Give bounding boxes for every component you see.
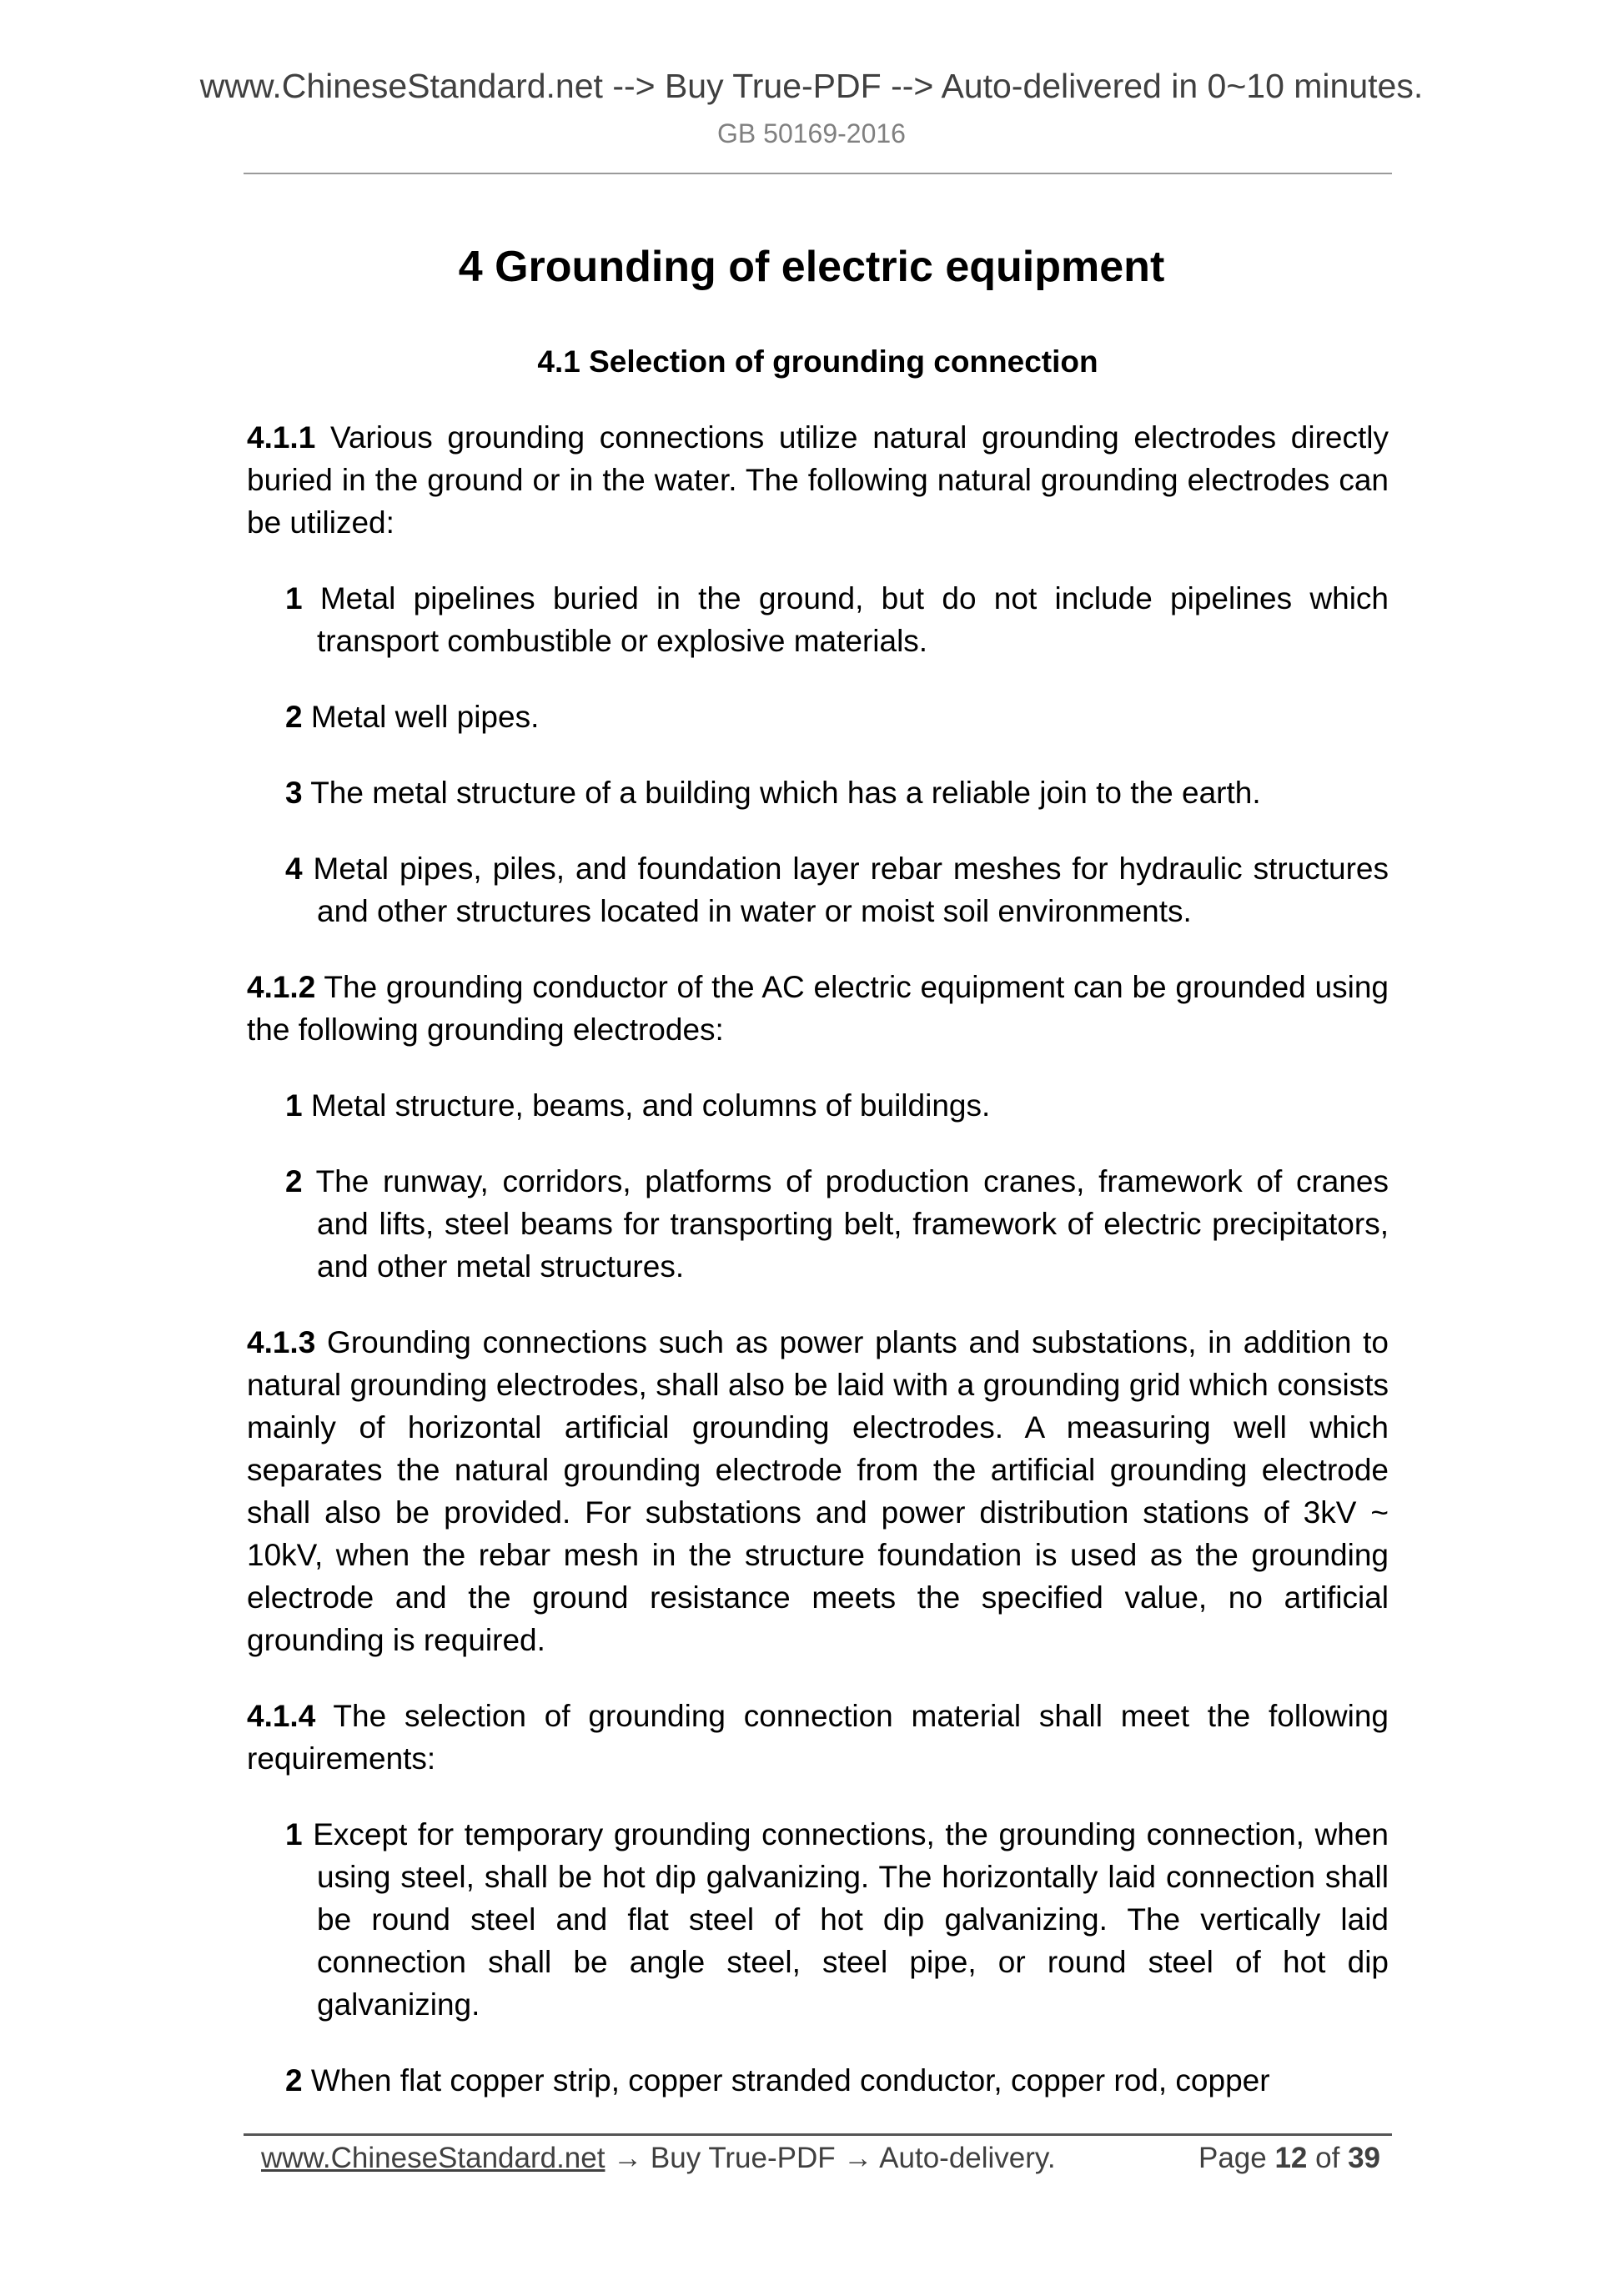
list-item: [285, 2059, 1389, 2102]
clause-number: 2: [285, 2063, 303, 2098]
clause-text: When flat copper strip, copper stranded conductor, copper rod, copper: [302, 2063, 1270, 2098]
clause-paragraph: [247, 966, 1389, 1051]
clause-number: 2: [285, 700, 303, 734]
footer-text: → Buy True-PDF → Auto-delivery.: [605, 2142, 1056, 2174]
clause-text: Except for temporary grounding connections, the grounding connection, when using steel, shall be hot dip galvanizing. The horizontally laid connection shall be round steel and flat steel of hot dip galvanizing. The vertically laid connection shall be angle steel, steel pipe, or round steel of hot dip galvanizing.: [302, 1817, 1389, 2022]
header-banner: www.ChineseStandard.net --> Buy True-PDF --> Auto-delivered in 0~10 minutes.: [199, 67, 1424, 105]
clause-text: Metal pipes, piles, and foundation layer rebar meshes for hydraulic structures and other structures located in water or moist soil environments.: [302, 852, 1389, 928]
list-item: [285, 1160, 1389, 1288]
current-page: 12: [1274, 2142, 1308, 2174]
list-item: [285, 577, 1389, 662]
clause-text: The runway, corridors, platforms of production cranes, framework of cranes and lifts, steel beams for transporting belt, framework of electric precipitators, and other metal structures.: [302, 1164, 1389, 1284]
list-item: [285, 771, 1389, 814]
clause-number: 3: [285, 776, 303, 810]
clause-number: 4.1.4: [247, 1699, 316, 1733]
list-item: [285, 696, 1389, 738]
list-item: [285, 1084, 1389, 1127]
clause-text: The grounding conductor of the AC electric equipment can be grounded using the following grounding electrodes:: [247, 970, 1389, 1047]
clause-paragraph: [247, 416, 1389, 544]
clause-text: Grounding connections such as power plants and substations, in addition to natural grounding electrodes, shall also be laid with a grounding grid which consists mainly of horizontal artificial grounding electrodes. A measuring well which separates the natural grounding electrode from the artificial grounding electrode shall also be provided. For substations and power distribution stations of 3kV ~ 10kV, when the rebar mesh in the structure foundation is used as the grounding electrode and the ground resistance meets the specified value, no artificial grounding is required.: [247, 1325, 1389, 1657]
page-number: [1198, 2142, 1380, 2175]
clause-number: 4.1.2: [247, 970, 316, 1004]
standard-code: GB 50169-2016: [717, 118, 906, 148]
clause-text: Metal pipelines buried in the ground, but do not include pipelines which transport combustible or explosive materials.: [302, 581, 1389, 658]
clause-number: 1: [285, 1088, 303, 1123]
clause-text: The selection of grounding connection material shall meet the following requirements:: [247, 1699, 1389, 1776]
footer-link[interactable]: www.ChineseStandard.net: [261, 2142, 605, 2174]
clause-number: 4.1.1: [247, 420, 316, 455]
total-pages: 39: [1348, 2142, 1380, 2174]
list-item: [285, 847, 1389, 932]
clause-text: Various grounding connections utilize natural grounding electrodes directly buried in the ground or in the water. The following natural grounding electrodes can be utilized:: [247, 420, 1389, 540]
page-label: Page: [1198, 2142, 1267, 2174]
clause-number: 1: [285, 1817, 303, 1851]
footer: [261, 2142, 1387, 2175]
list-item: [285, 1813, 1389, 2026]
clause-text: The metal structure of a building which has a reliable join to the earth.: [302, 776, 1261, 810]
header-divider: [244, 173, 1392, 174]
clause-text: Metal structure, beams, and columns of buildings.: [302, 1088, 991, 1123]
clause-paragraph: [247, 1321, 1389, 1661]
clause-number: 1: [285, 581, 303, 615]
clause-number: 2: [285, 1164, 303, 1198]
chapter-title: 4 Grounding of electric equipment: [458, 243, 1165, 291]
clause-number: 4: [285, 852, 303, 886]
document-body: [247, 340, 1389, 2135]
page-of: of: [1315, 2142, 1340, 2174]
clause-paragraph: [247, 1695, 1389, 1780]
clause-text: Metal well pipes.: [302, 700, 540, 734]
clause-number: 4.1.3: [247, 1325, 316, 1359]
footer-divider: [244, 2133, 1392, 2136]
section-heading: 4.1 Selection of grounding connection: [537, 344, 1098, 379]
